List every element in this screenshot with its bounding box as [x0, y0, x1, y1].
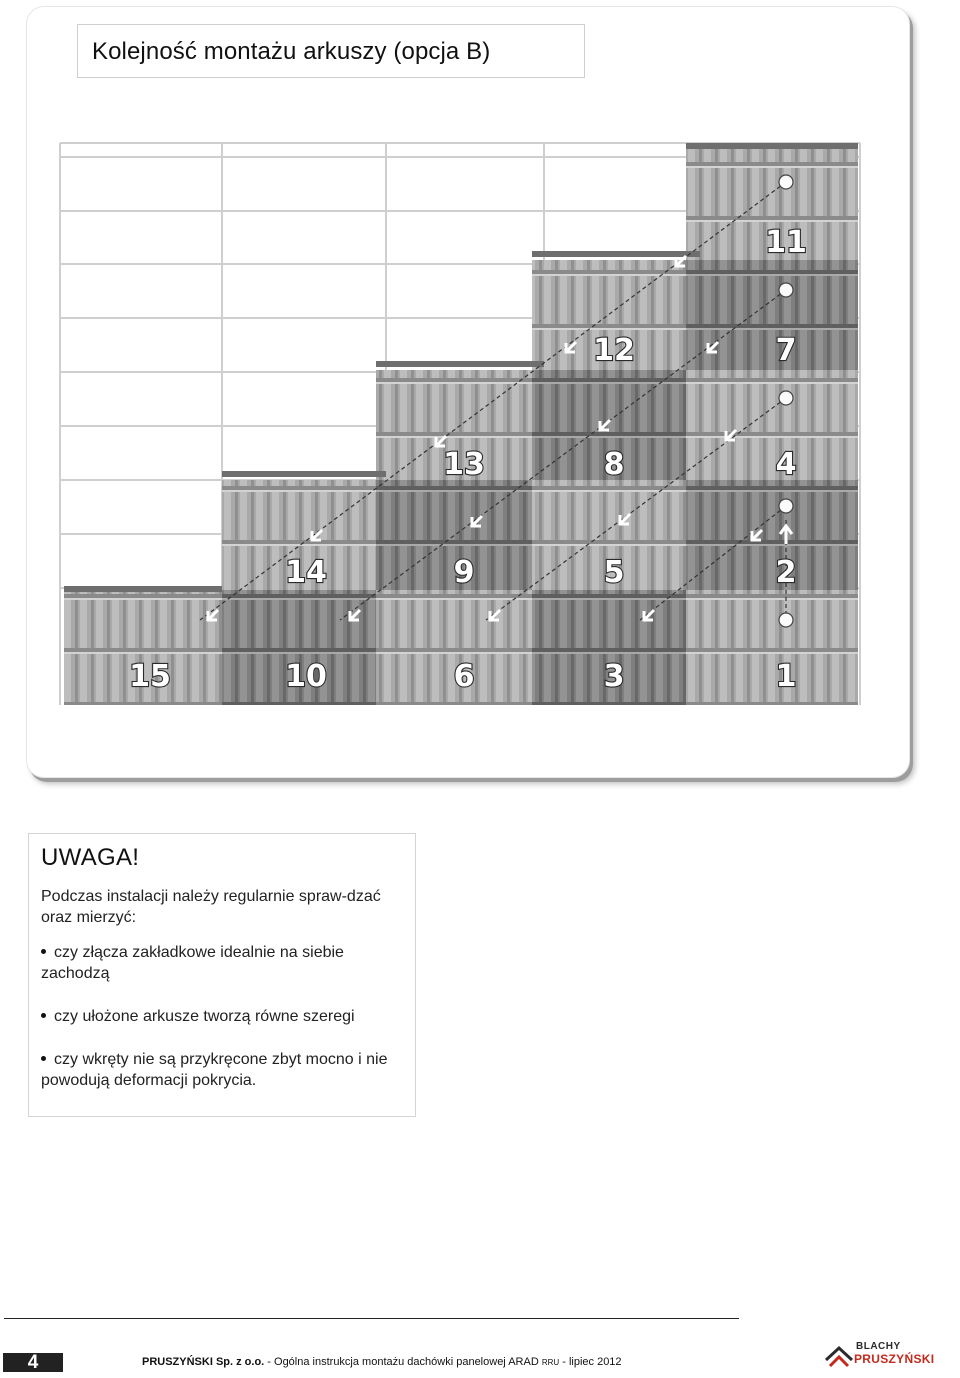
sheet-number: 3 — [603, 659, 625, 694]
footer-date: - lipiec 2012 — [559, 1356, 622, 1368]
footer-description: - Ogólna instrukcja montażu dachówki panelowej ARAD — [264, 1356, 542, 1368]
sheet-number: 9 — [453, 555, 475, 590]
list-item: czy wkręty nie są przykręcone zbyt mocno i nie powodują deformacji pokrycia. — [41, 1051, 388, 1089]
start-circle-icon — [779, 283, 793, 297]
sheet-number: 1 — [775, 659, 797, 694]
bullet-icon — [41, 1056, 46, 1061]
footer-company: PRUSZYŃSKI Sp. z o.o. — [142, 1356, 265, 1368]
page-number: 4 — [3, 1353, 63, 1372]
sheet-top-edge — [686, 143, 858, 149]
sheet-top-edge — [222, 471, 386, 477]
list-item: czy ułożone arkusze tworzą równe szeregi — [41, 1006, 403, 1027]
sheet-number: 10 — [285, 659, 327, 694]
start-circle-icon — [779, 613, 793, 627]
sheet-number: 2 — [775, 555, 797, 590]
list-item: czy złącza zakładkowe idealnie na siebie zachodzą — [41, 944, 344, 982]
sheet-number: 12 — [593, 333, 635, 368]
page-title: Kolejność montażu arkuszy (opcja B) — [77, 24, 585, 78]
sheet-number: 13 — [443, 447, 485, 482]
logo-line-1: BLACHY — [856, 1341, 901, 1352]
roof-logo-icon — [824, 1342, 854, 1372]
sheet-number: 7 — [775, 333, 797, 368]
warning-note — [28, 833, 416, 1117]
warning-intro: Podczas instalacji należy regularnie spraw-dzać oraz mierzyć: — [41, 888, 381, 926]
bullet-icon — [41, 949, 46, 954]
sheet-number: 15 — [129, 659, 171, 694]
sheet-number: 6 — [453, 659, 475, 694]
sheet-top-edge — [64, 586, 222, 592]
start-circle-icon — [779, 499, 793, 513]
roof-sheet — [686, 370, 858, 480]
roof-sheets — [64, 143, 858, 705]
sheet-top-edge — [376, 361, 544, 367]
footer-divider — [4, 1318, 739, 1319]
sheet-number: 8 — [603, 447, 625, 482]
logo-line-2: PRUSZYŃSKI — [854, 1352, 935, 1366]
warning-heading: UWAGA! — [41, 844, 140, 871]
footer-caption — [142, 1356, 622, 1368]
check-list — [41, 942, 403, 1091]
sheet-number: 4 — [775, 447, 797, 482]
start-circle-icon — [779, 175, 793, 189]
sheet-number: 11 — [765, 225, 807, 260]
footer-product-suffix: RRU — [541, 1358, 560, 1367]
roof-sheet — [686, 480, 858, 590]
roof-sheet — [686, 590, 858, 705]
sheet-number: 5 — [603, 555, 625, 590]
company-logo — [824, 1339, 954, 1375]
bullet-icon — [41, 1013, 46, 1018]
sheet-number: 14 — [285, 555, 327, 590]
start-circle-icon — [779, 391, 793, 405]
sheet-top-edge — [532, 251, 700, 257]
